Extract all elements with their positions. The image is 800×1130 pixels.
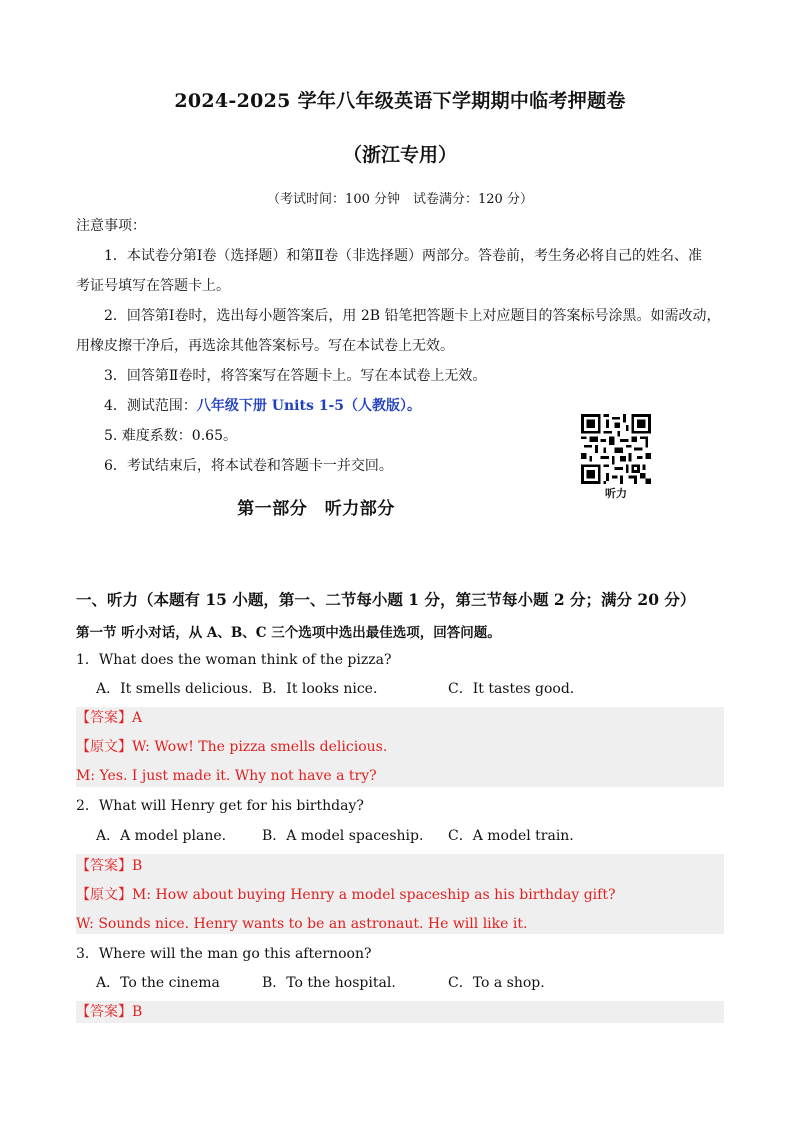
notice-item-1-cont: 考证号填写在答题卡上。	[76, 278, 230, 294]
qr-code-icon[interactable]	[581, 414, 651, 484]
notice-item-2-cont: 用橡皮擦干净后，再选涂其他答案标号。写在本试卷上无效。	[76, 338, 454, 354]
question-1-transcript-cont: M: Yes. I just made it. Why not have a try?	[76, 768, 377, 784]
question-3-stem: 3．Where will the man go this afternoon?	[76, 946, 372, 962]
question-2-stem: 2．What will Henry get for his birthday?	[76, 798, 364, 814]
question-2-transcript-cont: W: Sounds nice. Henry wants to be an astronaut. He will like it.	[76, 916, 528, 932]
question-1-option-c: C．It tastes good.	[448, 681, 575, 697]
page-subtitle: （浙江专用）	[342, 144, 457, 166]
question-1-stem: 1．What does the woman think of the pizza?	[76, 652, 392, 668]
notice-item-3: 3．回答第Ⅱ卷时，将答案写在答题卡上。写在本试卷上无效。	[104, 368, 487, 384]
page-title: 2024-2025 学年八年级英语下学期期中临考押题卷	[174, 90, 626, 112]
section-subtitle: 第一节 听小对话，从 A、B、C 三个选项中选出最佳选项，回答问题。	[76, 625, 501, 641]
qr-label: 听力	[605, 487, 627, 500]
question-1-option-a: A．It smells delicious.	[96, 681, 253, 697]
part-title: 第一部分 听力部分	[237, 499, 395, 519]
notice-item-4-prefix: 4．测试范围：	[104, 398, 197, 414]
question-1-option-b: B．It looks nice.	[262, 681, 378, 697]
test-scope: 八年级下册 Units 1-5（人教版）。	[196, 398, 422, 414]
question-2-option-c: C．A model train.	[448, 828, 574, 844]
notice-item-5: 5. 难度系数：0.65。	[104, 428, 237, 444]
question-2-option-b: B．A model spaceship.	[262, 828, 424, 844]
exam-meta: （考试时间：100 分钟 试卷满分：120 分）	[267, 192, 533, 207]
section-title: 一、听力（本题有 15 小题，第一、二节每小题 1 分，第三节每小题 2 分；满分 20 分）	[76, 590, 696, 609]
notice-item-6: 6．考试结束后，将本试卷和答题卡一并交回。	[104, 458, 393, 474]
question-3-option-a: A．To the cinema	[96, 975, 220, 991]
question-3-option-b: B．To the hospital.	[262, 975, 396, 991]
question-3-option-c: C．To a shop.	[448, 975, 545, 991]
notice-item-1: 1．本试卷分第Ⅰ卷（选择题）和第Ⅱ卷（非选择题）两部分。答卷前，考生务必将自己的姓名、准	[104, 248, 702, 264]
notice-item-2: 2．回答第Ⅰ卷时，选出每小题答案后，用 2B 铅笔把答题卡上对应题目的答案标号涂黑。如需改动，	[104, 308, 721, 324]
question-1-answer: 【答案】A	[76, 710, 143, 726]
notice-item-4	[104, 396, 421, 416]
question-3-answer: 【答案】B	[76, 1004, 143, 1020]
question-3-answer-box	[76, 1001, 724, 1023]
question-2-transcript: 【原文】M: How about buying Henry a model spaceship as his birthday gift?	[76, 887, 616, 903]
question-2-option-a: A．A model plane.	[96, 828, 227, 844]
question-2-answer: 【答案】B	[76, 858, 143, 874]
question-1-transcript: 【原文】W: Wow! The pizza smells delicious.	[76, 739, 388, 755]
notice-heading: 注意事项：	[76, 218, 146, 234]
